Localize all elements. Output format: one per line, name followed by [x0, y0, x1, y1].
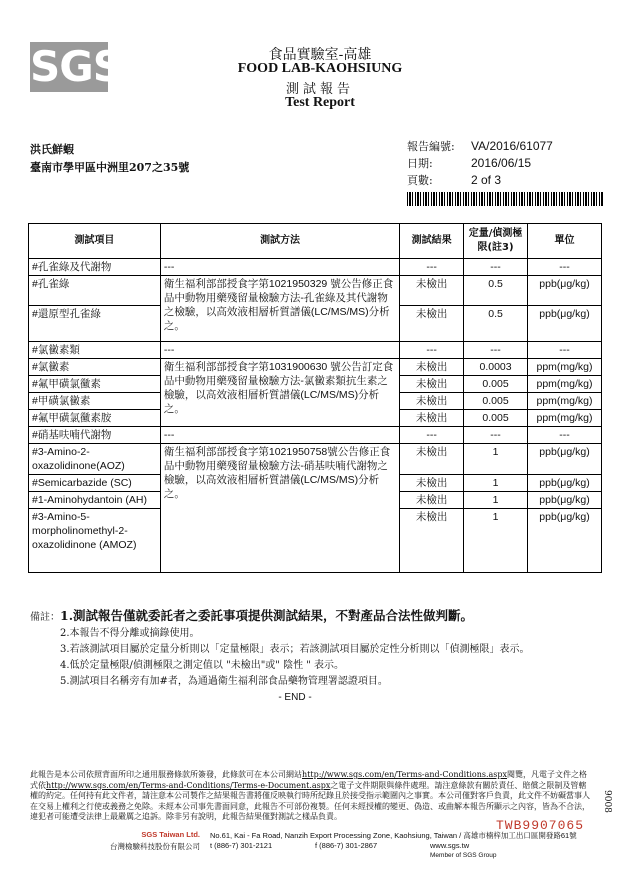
lab-name-zh: 食品實驗室-高雄 [268, 47, 372, 63]
client-address: 臺南市學甲區中洲里207之35號 [30, 161, 190, 174]
item-cell: #還原型孔雀綠 [29, 306, 161, 342]
sgs-logo: SGS [30, 42, 122, 91]
company-name-zh: 台灣檢驗科技股份有限公司 [110, 842, 200, 851]
loq-cell: 0.005 [464, 410, 528, 427]
company-tel: t (886-7) 301-2121 [210, 841, 273, 850]
note-3: 3.若該測試項目屬於定量分析則以「定量極限」表示；若該測試項目屬於定性分析則以「偵測極限」表示。 [60, 644, 530, 655]
report-page [407, 172, 501, 188]
company-website[interactable]: www.sgs.tw [430, 841, 470, 850]
unit-cell: ppm(mg/kg) [528, 410, 602, 427]
method-cell: --- [160, 259, 399, 276]
note-1: 1.測試報告僅就委託者之委託事項提供測試結果，不對產品合法性做判斷。 [60, 608, 474, 623]
item-cell: #氟甲磺氯黴素胺 [29, 410, 161, 427]
table-row [29, 276, 602, 306]
item-cell: #1-Aminohydantoin (AH) [29, 492, 161, 509]
report-number-label: 報告編號: [407, 140, 455, 153]
end-marker: - END - [278, 692, 312, 703]
item-cell: #3-Amino-5-morpholinomethyl-2-oxazolidinone (AMOZ) [29, 509, 161, 573]
loq-cell: --- [464, 342, 528, 359]
report-title-zh: 測試報告 [285, 82, 354, 97]
loq-cell: 0.5 [464, 306, 528, 342]
item-cell: #氯黴素類 [29, 342, 161, 359]
method-cell: --- [160, 427, 399, 444]
method-cell: 衛生福利部部授食字第1021950758號公告修正食品中動物用藥殘留量檢驗方法-硝基呋喃代謝物之檢驗，以高效液相層析質譜儀(LC/MS/MS)分析之。 [160, 444, 399, 573]
item-cell: #氯黴素 [29, 359, 161, 376]
loq-cell: 0.5 [464, 276, 528, 306]
unit-cell: ppb(μg/kg) [528, 475, 602, 492]
table-header-row [29, 224, 602, 259]
header-method: 測試方法 [160, 224, 399, 259]
table-row [29, 342, 602, 359]
company-fax: f (886-7) 301-2867 [315, 841, 378, 850]
item-cell: #孔雀綠及代謝物 [29, 259, 161, 276]
unit-cell: --- [528, 342, 602, 359]
method-cell: 衛生福利部部授食字第1021950329 號公告修正食品中動物用藥殘留量檢驗方法-孔雀綠及其代謝物之檢驗，以高效液相層析質譜儀(LC/MS/MS)分析之。 [160, 276, 399, 342]
item-cell: #Semicarbazide (SC) [29, 475, 161, 492]
loq-cell: 1 [464, 475, 528, 492]
result-cell: 未檢出 [400, 509, 464, 573]
unit-cell: ppb(μg/kg) [528, 306, 602, 342]
result-cell: 未檢出 [400, 475, 464, 492]
loq-cell: 0.005 [464, 393, 528, 410]
barcode [407, 192, 603, 206]
result-cell: --- [400, 342, 464, 359]
item-cell: #氟甲磺氯黴素 [29, 376, 161, 393]
unit-cell: ppb(μg/kg) [528, 492, 602, 509]
loq-cell: 1 [464, 509, 528, 573]
company-name-en: SGS Taiwan Ltd. [141, 830, 200, 839]
result-cell: 未檢出 [400, 306, 464, 342]
side-number: 9008 [602, 790, 612, 813]
item-cell: #硝基呋喃代謝物 [29, 427, 161, 444]
table-row [29, 444, 602, 475]
header-loq: 定量/偵測極限(註3) [464, 224, 528, 259]
loq-cell: 0.005 [464, 376, 528, 393]
fine-print-1: 此報告是本公司依照背面所印之通用服務條款所簽發，此條款可在本公司網站 [30, 770, 302, 779]
report-date [407, 155, 531, 171]
report-date-label: 日期: [407, 157, 433, 170]
item-cell: #孔雀綠 [29, 276, 161, 306]
notes [30, 608, 620, 706]
unit-cell: ppm(mg/kg) [528, 393, 602, 410]
unit-cell: ppm(mg/kg) [528, 376, 602, 393]
report-title-en: Test Report [285, 95, 355, 110]
fine-print-3: 之電子文件期限與條件處理。請注意條款有關於責任、賠償之限制及管轄權的約定。任何持有此文件者，請注意本公司製作之結果報告書將僅反映執行時所紀錄且於接受指示範圍內之事實。本公司僅對客戶負責，此文件不妨礙當事人在交易上權利之行使或義務之免除。未經本公司事先書面同意，此報告不可部份複製。任何未經授權的變更、偽造、或曲解本報告所顯示之內容，皆為不合法，違犯者可能遭受法律上最嚴厲之追訴。除非另有說明，此報告結果僅對測試之樣品負責。 [30, 780, 590, 821]
results-table [28, 223, 602, 573]
result-cell: 未檢出 [400, 393, 464, 410]
header-item: 測試項目 [29, 224, 161, 259]
report-number-value: VA/2016/61077 [471, 139, 553, 153]
item-cell: #甲磺氯黴素 [29, 393, 161, 410]
result-cell: 未檢出 [400, 359, 464, 376]
method-cell: --- [160, 342, 399, 359]
table-row [29, 427, 602, 444]
company-address: No.61, Kai - Fa Road, Nanzih Export Processing Zone, Kaohsiung, Taiwan / 高雄市楠梓加工出口區開發路61號 [210, 831, 577, 840]
loq-cell: --- [464, 427, 528, 444]
loq-cell: 0.0003 [464, 359, 528, 376]
terms-link[interactable]: http://www.sgs.com/en/Terms-and-Conditions.aspx [302, 770, 508, 779]
header-result: 測試結果 [400, 224, 464, 259]
client-name: 洪氏鮮蝦 [30, 143, 74, 156]
fine-print-2: 閱覽，凡電子文件之格式依 [30, 770, 588, 790]
result-cell: 未檢出 [400, 276, 464, 306]
result-cell: 未檢出 [400, 376, 464, 393]
unit-cell: --- [528, 427, 602, 444]
header-unit: 單位 [528, 224, 602, 259]
terms-e-document-link[interactable]: http://www.sgs.com/en/Terms-and-Conditions/Terms-e-Document.aspx [46, 780, 331, 790]
result-cell: 未檢出 [400, 444, 464, 475]
report-number [407, 138, 553, 154]
report-page-value: 2 of 3 [471, 173, 502, 187]
report-page-label: 頁數: [407, 174, 433, 187]
unit-cell: ppb(μg/kg) [528, 276, 602, 306]
method-cell: 衛生福利部部授食字第1031900630 號公告訂定食品中動物用藥殘留量檢驗方法-氯黴素類抗生素之檢驗，以高效液相層析質譜儀(LC/MS/MS)分析之。 [160, 359, 399, 427]
table-row [29, 359, 602, 376]
note-4: 4.低於定量極限/偵測極限之測定值以 "未檢出"或" 陰性 " 表示。 [60, 660, 345, 671]
item-cell: #3-Amino-2-oxazolidinone(AOZ) [29, 444, 161, 475]
member-note: Member of SGS Group [430, 852, 497, 859]
result-cell: 未檢出 [400, 410, 464, 427]
notes-label: 備註： [30, 612, 60, 623]
unit-cell: ppb(μg/kg) [528, 444, 602, 475]
unit-cell: ppb(μg/kg) [528, 509, 602, 573]
result-cell: 未檢出 [400, 492, 464, 509]
note-5: 5.測試項目名稱旁有加#者，為通過衛生福利部食品藥物管理署認證項目。 [60, 676, 388, 687]
loq-cell: 1 [464, 444, 528, 475]
unit-cell: ppm(mg/kg) [528, 359, 602, 376]
loq-cell: --- [464, 259, 528, 276]
result-cell: --- [400, 259, 464, 276]
loq-cell: 1 [464, 492, 528, 509]
report-date-value: 2016/06/15 [471, 156, 532, 170]
lab-name-en: FOOD LAB-KAOHSIUNG [237, 61, 403, 76]
serial-number: TWB9907065 [496, 818, 585, 833]
result-cell: --- [400, 427, 464, 444]
table-row [29, 259, 602, 276]
fine-print [30, 770, 590, 823]
note-2: 2.本報告不得分離或摘錄使用。 [60, 628, 200, 639]
unit-cell: --- [528, 259, 602, 276]
